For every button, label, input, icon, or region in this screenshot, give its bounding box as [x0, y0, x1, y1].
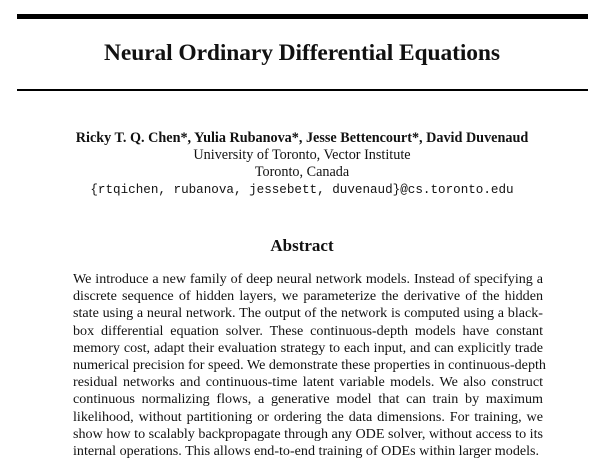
abstract-heading: Abstract	[270, 236, 334, 255]
abstract-body	[73, 271, 546, 460]
abstract-line: residual networks and continuous-time latent variable models. We also construct	[73, 374, 543, 391]
abstract-line: continuous normalizing flows, a generative model that can train by maximum	[73, 391, 543, 408]
abstract-line: box differential equation solver. These continuous-depth models have constant	[73, 322, 543, 339]
affiliation-institution: University of Toronto, Vector Institute	[193, 147, 411, 163]
abstract-line: numerical precision for speed. We demonstrate these properties in continuous-depth	[73, 357, 546, 374]
abstract-line: We introduce a new family of deep neural network models. Instead of specifying a	[73, 271, 543, 287]
title-bottom-rule	[17, 89, 588, 91]
abstract-line: internal operations. This allows end-to-end training of ODEs within larger models.	[73, 443, 540, 460]
author-list: Ricky T. Q. Chen*, Yulia Rubanova*, Jesse Bettencourt*, David Duvenaud	[75, 130, 529, 146]
paper-title: Neural Ordinary Differential Equations	[104, 40, 500, 66]
abstract-line: discrete sequence of hidden layers, we parameterize the derivative of the hidden	[73, 288, 543, 305]
title-top-rule	[17, 14, 588, 19]
abstract-line: show how to scalably backpropagate through any ODE solver, without access to its	[73, 425, 543, 442]
author-emails: {rtqichen, rubanova, jessebett, duvenaud}@cs.toronto.edu	[90, 183, 514, 197]
abstract-line: memory cost, adapt their evaluation strategy to each input, and can explicitly trade	[73, 339, 543, 356]
abstract-line: state using a neural network. The output of the network is computed using a black-	[73, 305, 543, 322]
affiliation-location: Toronto, Canada	[254, 164, 350, 180]
author-block	[0, 129, 604, 200]
abstract-line: likelihood, without partitioning or ordering the data dimensions. For training, we	[73, 408, 543, 425]
